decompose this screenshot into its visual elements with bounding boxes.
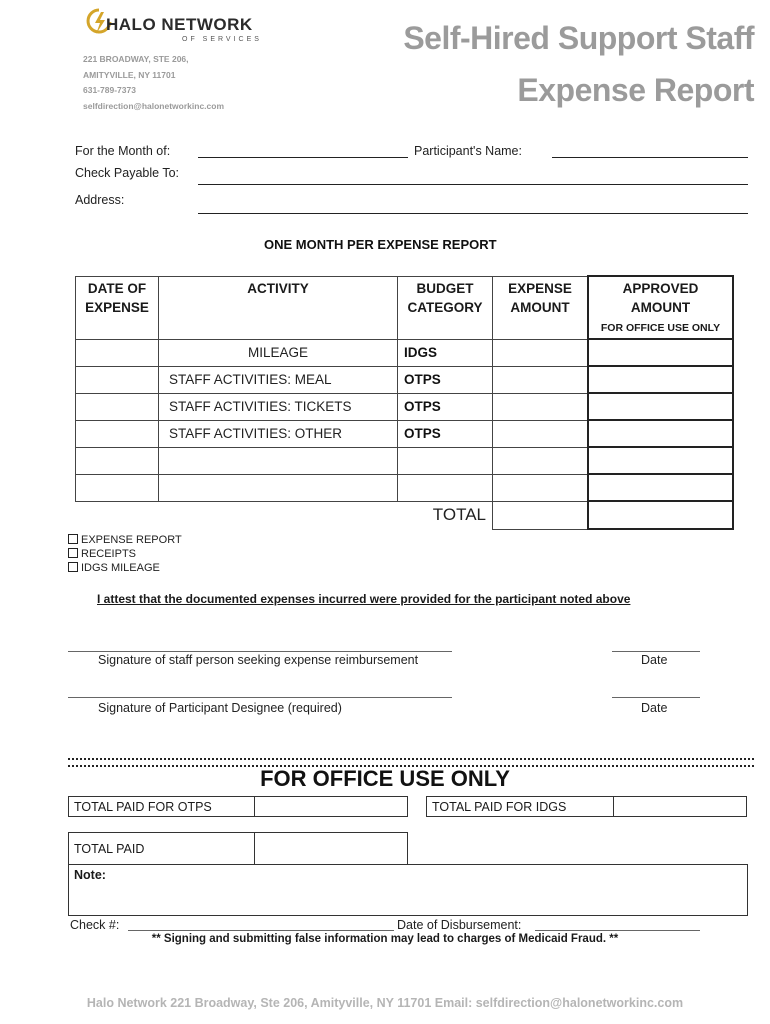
approved-amount-cell[interactable] (588, 366, 733, 393)
table-row (76, 420, 734, 447)
payable-label: Check Payable To: (75, 166, 179, 180)
activity-cell: STAFF ACTIVITIES: OTHER (159, 420, 398, 447)
activity-cell: STAFF ACTIVITIES: TICKETS (159, 393, 398, 420)
date-cell[interactable] (76, 420, 159, 447)
expense-table (75, 275, 734, 530)
designee-date-line[interactable] (612, 697, 700, 698)
category-cell[interactable] (398, 474, 493, 501)
expense-amount-cell[interactable] (493, 366, 589, 393)
total-row (76, 501, 734, 529)
checklist-item-receipts[interactable]: RECEIPTS (68, 548, 136, 560)
address-line-2: AMITYVILLE, NY 11701 (83, 70, 176, 80)
page-title-line-2: Expense Report (517, 72, 754, 108)
designee-signature-line[interactable] (68, 697, 452, 698)
approved-amount-cell[interactable] (588, 447, 733, 474)
header-date: DATE OF EXPENSE (76, 276, 159, 339)
note-label: Note: (74, 868, 106, 882)
header-activity: ACTIVITY (159, 276, 398, 339)
checkbox[interactable] (68, 534, 78, 544)
table-row (76, 393, 734, 420)
activity-cell: MILEAGE (159, 339, 398, 366)
date-cell[interactable] (76, 339, 159, 366)
participant-field[interactable] (552, 157, 748, 158)
category-cell: OTPS (398, 366, 493, 393)
designee-signature-label: Signature of Participant Designee (required) (98, 701, 342, 715)
payable-field[interactable] (198, 184, 748, 185)
checklist-item-expense-report[interactable]: EXPENSE REPORT (68, 534, 182, 546)
total-otps-field[interactable] (254, 796, 408, 817)
total-paid-label: TOTAL PAID (68, 832, 255, 865)
expense-amount-cell[interactable] (493, 420, 589, 447)
check-number-line[interactable] (128, 930, 394, 931)
total-idgs-label: TOTAL PAID FOR IDGS (426, 796, 614, 817)
address-line-1: 221 BROADWAY, STE 206, (83, 54, 189, 64)
total-approved-cell[interactable] (588, 501, 733, 529)
attestation-text: I attest that the documented expenses incurred were provided for the participant noted above (97, 592, 631, 606)
header-budget: BUDGET CATEGORY (398, 276, 493, 339)
activity-cell[interactable] (159, 447, 398, 474)
category-cell: OTPS (398, 420, 493, 447)
approved-amount-cell[interactable] (588, 339, 733, 366)
page-title-line-1: Self-Hired Support Staff (403, 20, 754, 56)
month-label: For the Month of: (75, 144, 171, 158)
note-field[interactable] (68, 864, 748, 916)
check-number-label: Check #: (70, 918, 120, 932)
company-footer: Halo Network 221 Broadway, Ste 206, Amityville, NY 11701 Email: selfdirection@halonetworkinc.com (86, 996, 684, 1010)
designee-date-label: Date (641, 701, 668, 715)
checklist-item-idgs-mileage[interactable]: IDGS MILEAGE (68, 562, 160, 574)
staff-signature-line[interactable] (68, 651, 452, 652)
logo-brand: HALO NETWORK (106, 15, 253, 34)
table-row (76, 339, 734, 366)
approved-amount-cell[interactable] (588, 420, 733, 447)
staff-date-label: Date (641, 653, 668, 667)
participant-label: Participant's Name: (414, 144, 522, 158)
staff-date-line[interactable] (612, 651, 700, 652)
category-cell[interactable] (398, 447, 493, 474)
logo-subtitle: OF SERVICES (182, 36, 262, 43)
activity-cell: STAFF ACTIVITIES: MEAL (159, 366, 398, 393)
date-cell[interactable] (76, 447, 159, 474)
expense-amount-cell[interactable] (493, 447, 589, 474)
total-label: TOTAL (432, 505, 486, 525)
expense-amount-cell[interactable] (493, 339, 589, 366)
table-row (76, 366, 734, 393)
total-otps-label: TOTAL PAID FOR OTPS (68, 796, 255, 817)
office-use-title: FOR OFFICE USE ONLY (260, 766, 510, 791)
checkbox[interactable] (68, 548, 78, 558)
total-paid-field[interactable] (254, 832, 408, 865)
table-row (76, 474, 734, 501)
one-month-notice: ONE MONTH PER EXPENSE REPORT (264, 237, 497, 252)
expense-amount-cell[interactable] (493, 474, 589, 501)
category-cell: IDGS (398, 339, 493, 366)
approved-amount-cell[interactable] (588, 393, 733, 420)
date-cell[interactable] (76, 366, 159, 393)
disbursement-date-line[interactable] (535, 930, 700, 931)
header-expense: EXPENSE AMOUNT (493, 276, 589, 339)
email-line: selfdirection@halonetworkinc.com (83, 101, 225, 111)
total-idgs-field[interactable] (613, 796, 747, 817)
address-label: Address: (75, 193, 125, 207)
disbursement-date-label: Date of Disbursement: (397, 918, 522, 932)
date-cell[interactable] (76, 474, 159, 501)
table-header-row (76, 276, 734, 339)
total-expense-cell[interactable] (493, 501, 589, 529)
checkbox[interactable] (68, 562, 78, 572)
category-cell: OTPS (398, 393, 493, 420)
address-field[interactable] (198, 213, 748, 214)
phone-line: 631-789-7373 (83, 85, 136, 95)
expense-amount-cell[interactable] (493, 393, 589, 420)
staff-signature-label: Signature of staff person seeking expense reimbursement (98, 653, 419, 667)
approved-amount-cell[interactable] (588, 474, 733, 501)
header-approved: APPROVED AMOUNT FOR OFFICE USE ONLY (588, 276, 733, 339)
date-cell[interactable] (76, 393, 159, 420)
fraud-warning: ** Signing and submitting false information may lead to charges of Medicaid Fraud. ** (151, 933, 619, 945)
activity-cell[interactable] (159, 474, 398, 501)
month-field[interactable] (198, 157, 408, 158)
table-row (76, 447, 734, 474)
